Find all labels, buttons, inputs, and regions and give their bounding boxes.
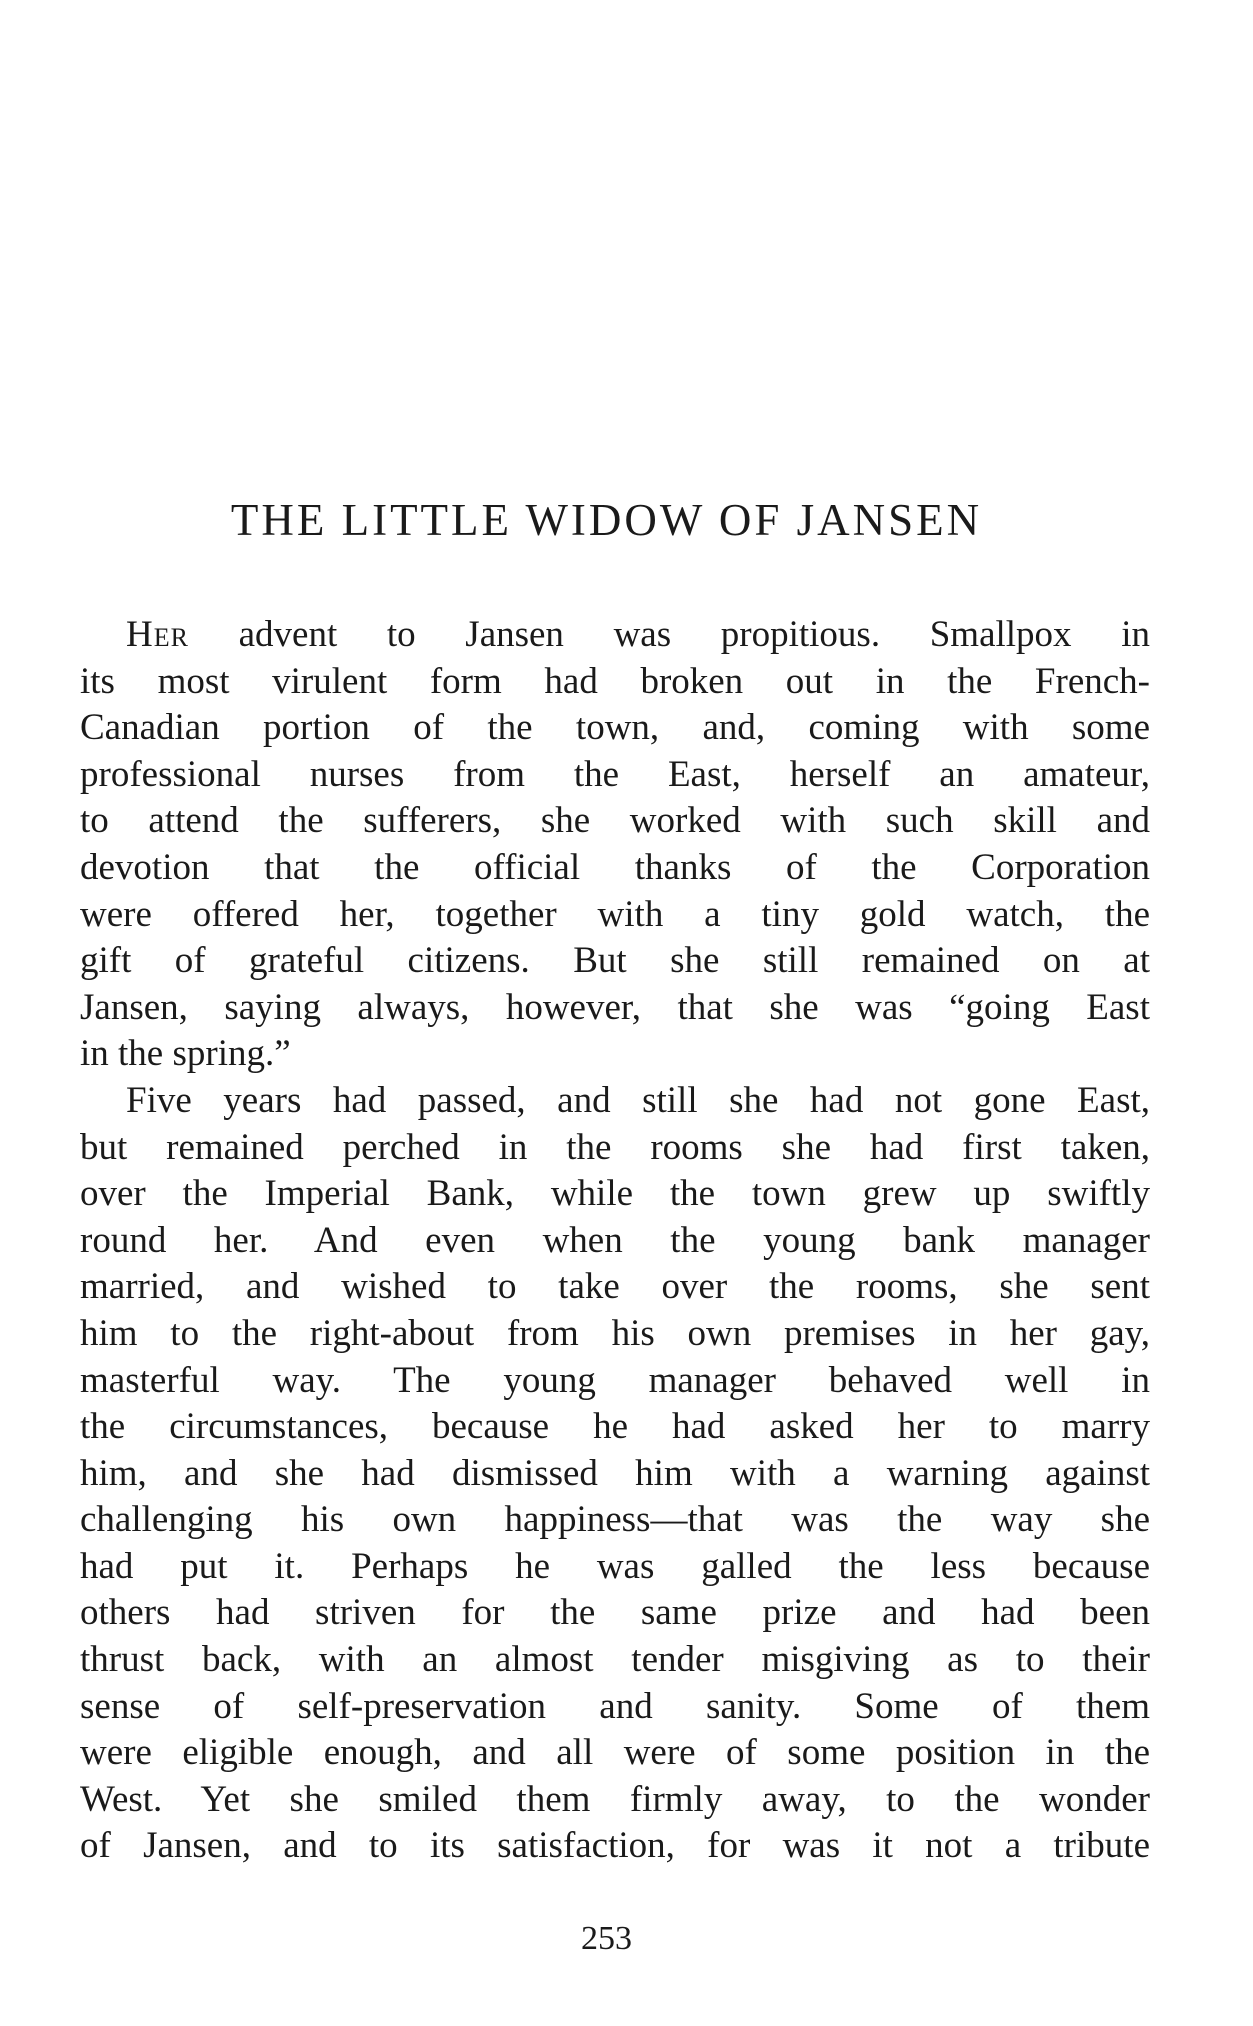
text-line: professional nurses from the East, herself an amateur,	[80, 753, 1150, 795]
text-line: Jansen, saying always, however, that she was “going East	[80, 986, 1150, 1028]
text-line: were offered her, together with a tiny gold watch, the	[80, 893, 1150, 935]
text-line: devotion that the official thanks of the Corporation	[80, 846, 1150, 888]
text-line: thrust back, with an almost tender misgiving as to their	[80, 1639, 1150, 1681]
text-line	[80, 612, 1150, 659]
text-line: him to the right-about from his own premises in her gay,	[80, 1312, 1150, 1354]
text-line-content: advent to Jansen was propitious. Smallpox in	[188, 614, 1150, 655]
text-line: sense of self-preservation and sanity. Some of them	[80, 1685, 1150, 1727]
text-line: gift of grateful citizens. But she still remained on at	[80, 940, 1150, 982]
text-line: in the spring.”	[80, 1033, 291, 1075]
text-line: masterful way. The young manager behaved well in	[80, 1359, 1150, 1401]
text-line: Five years had passed, and still she had not gone East,	[126, 1079, 1150, 1121]
text-line: married, and wished to take over the rooms, she sent	[80, 1266, 1150, 1308]
first-word: Her	[126, 614, 189, 655]
text-line: had put it. Perhaps he was galled the less because	[80, 1545, 1150, 1587]
text-line: Canadian portion of the town, and, coming with some	[80, 707, 1150, 749]
text-line: West. Yet she smiled them firmly away, to the wonder	[80, 1778, 1150, 1820]
text-line: him, and she had dismissed him with a warning against	[80, 1452, 1150, 1494]
text-line: to attend the sufferers, she worked with such skill and	[80, 800, 1150, 842]
page-number: 253	[581, 1920, 632, 1957]
text-line: were eligible enough, and all were of some position in the	[80, 1732, 1150, 1774]
text-line: its most virulent form had broken out in the French-	[80, 660, 1150, 702]
text-line: challenging his own happiness—that was the way she	[80, 1499, 1150, 1541]
text-line: the circumstances, because he had asked her to marry	[80, 1406, 1150, 1448]
text-line: but remained perched in the rooms she had first taken,	[80, 1126, 1150, 1168]
text-line: of Jansen, and to its satisfaction, for was it not a tribute	[80, 1825, 1150, 1867]
text-line: round her. And even when the young bank manager	[80, 1219, 1150, 1261]
text-line: others had striven for the same prize and had been	[80, 1592, 1150, 1634]
text-line: over the Imperial Bank, while the town grew up swiftly	[80, 1173, 1150, 1215]
body-text	[80, 612, 1150, 1870]
chapter-title: THE LITTLE WIDOW OF JANSEN	[230, 495, 983, 545]
